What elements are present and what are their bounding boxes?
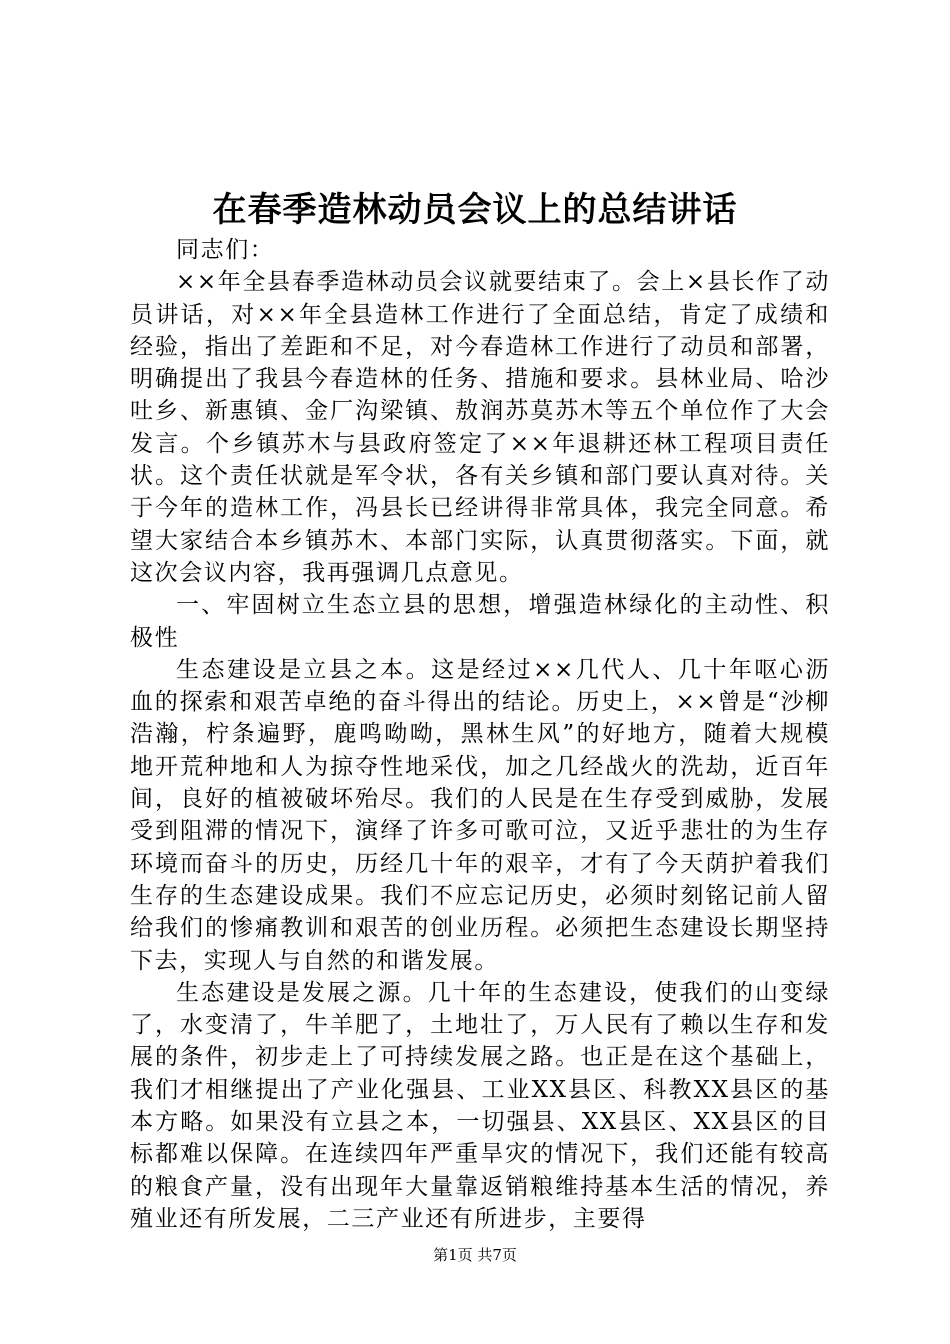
body-paragraph: 生态建设是发展之源。几十年的生态建设，使我们的山变绿了，水变清了，牛羊肥了，土地壮了，万人民有了赖以生存和发展的条件，初步走上了可持续发展之路。也正是在这个基础上，我们才相继提出了产业化强县、工业XX县区、科教XX县区的基本方略。如果没有立县之本，一切强县、XX县区、XX县区的目标都难以保障。在连续四年严重旱灾的情况下，我们还能有较高的粮食产量，没有出现年大量靠返销粮维持基本生活的情况，养殖业还有所发展，二三产业还有所进步，主要得 [130,979,830,1232]
document-title: 在春季造林动员会议上的总结讲话 [212,190,738,230]
body-paragraph: 生态建设是立县之本。这是经过××几代人、几十年呕心沥血的探索和艰苦卓绝的奋斗得出的结论。历史上，××曾是“沙柳浩瀚，柠条遍野，鹿鸣呦呦，黑林生风”的好地方，随着大规模地开荒种地和人为掠夺性地采伐，加之几经战火的洗劫，近百年间，良好的植被破坏殆尽。我们的人民是在生存受到威胁，发展受到阻滞的情况下，演绎了许多可歌可泣，又近乎悲壮的为生存环境而奋斗的历史，历经几十年的艰辛，才有了今天荫护着我们生存的生态建设成果。我们不应忘记历史，必须时刻铭记前人留给我们的惨痛教训和艰苦的创业历程。必须把生态建设长期坚持下去，实现人与自然的和谐发展。 [130,656,830,974]
section-heading: 一、牢固树立生态立县的思想，增强造林绿化的主动性、积极性 [130,592,830,651]
document-body [130,234,830,1235]
page-number-footer: 第1页 共7页 [433,1246,517,1264]
body-paragraph: ××年全县春季造林动员会议就要结束了。会上×县长作了动员讲话，对××年全县造林工作进行了全面总结，肯定了成绩和经验，指出了差距和不足，对今春造林工作进行了动员和部署，明确提出了我县今春造林的任务、措施和要求。县林业局、哈沙吐乡、新惠镇、金厂沟梁镇、敖润苏莫苏木等五个单位作了大会发言。个乡镇苏木与县政府签定了××年退耕还林工程项目责任状。这个责任状就是军令状，各有关乡镇和部门要认真对待。关于今年的造林工作，冯县长已经讲得非常具体，我完全同意。希望大家结合本乡镇苏木、本部门实际，认真贯彻落实。下面，就这次会议内容，我再强调几点意见。 [130,269,830,586]
salutation: 同志们： [176,237,275,263]
